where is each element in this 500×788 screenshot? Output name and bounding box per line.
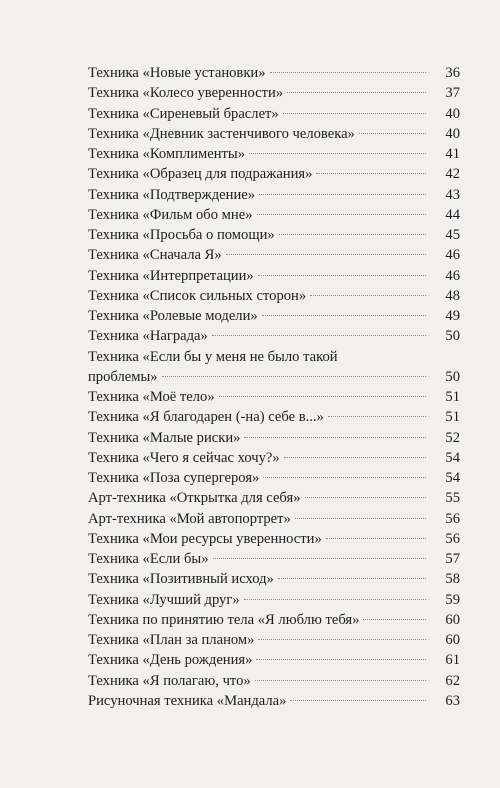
toc-entry-page: 60 [445, 632, 460, 648]
toc-entry [88, 347, 460, 367]
toc-entry [88, 549, 460, 569]
dot-leader [212, 335, 426, 336]
toc-entry-page: 48 [445, 287, 460, 304]
toc-entry-page: 59 [445, 591, 460, 608]
toc-entry [88, 407, 460, 427]
toc-entry-page: 56 [445, 510, 460, 527]
toc-entry-title: Техника «Фильм обо мне» [88, 206, 253, 223]
dot-leader [328, 416, 426, 417]
toc-entry-page: 49 [445, 308, 460, 324]
toc-entry-page: 55 [445, 490, 460, 507]
dot-leader [278, 578, 426, 579]
toc-entry [88, 488, 460, 508]
toc-entry [88, 326, 460, 346]
toc-entry-title: Техника «День рождения» [88, 652, 253, 669]
dot-leader [279, 234, 426, 235]
dot-leader [262, 315, 426, 316]
dot-leader [316, 173, 426, 174]
toc-entry-title: Техника «Чего я сейчас хочу?» [88, 449, 280, 466]
dot-leader [363, 619, 426, 620]
toc-entry-page: 63 [445, 692, 460, 709]
toc-entry [88, 630, 460, 650]
toc-entry [88, 286, 460, 306]
toc-entry-title: Техника «Сиреневый браслет» [88, 105, 279, 122]
toc-entry-page: 36 [445, 65, 460, 81]
dot-leader [162, 376, 426, 377]
toc-entry [88, 306, 460, 326]
toc-entry [88, 205, 460, 225]
toc-entry-title: Техника «Мои ресурсы уверенности» [88, 530, 322, 547]
dot-leader [290, 700, 426, 701]
dot-leader [249, 153, 426, 154]
dot-leader [244, 437, 426, 438]
toc-entry-title: Рисуночная техника «Мандала» [88, 692, 287, 709]
toc-entry-page: 40 [445, 105, 460, 122]
toc-entry-page: 51 [445, 389, 460, 405]
toc-entry [88, 387, 460, 407]
toc-entry-title: Техника «Подтверждение» [88, 186, 256, 203]
dot-leader [263, 477, 426, 478]
toc-entry-page: 52 [445, 429, 460, 446]
toc-entry-page: 62 [445, 672, 460, 689]
dot-leader [213, 558, 426, 559]
toc-entry-title: Техника «Ролевые модели» [88, 308, 258, 324]
toc-entry-title: Техника «Комплименты» [88, 146, 246, 162]
toc-entry-title: Техника «Образец для подражания» [88, 166, 313, 183]
toc-entry-title: Техника «Если бы» [88, 551, 209, 567]
toc-entry [88, 569, 460, 589]
dot-leader [256, 659, 426, 660]
toc-entry-page: 44 [445, 206, 460, 223]
toc-entry [88, 428, 460, 448]
toc-entry-title: проблемы» [88, 368, 158, 385]
toc-entry-title: Техника «Новые установки» [88, 65, 266, 81]
toc-entry-page: 51 [445, 409, 460, 426]
toc-entry-title: Техника «Сначала Я» [88, 247, 222, 264]
dot-leader [284, 457, 426, 458]
dot-leader [270, 72, 426, 73]
dot-leader [326, 538, 426, 539]
toc-entry-page: 54 [445, 449, 460, 466]
toc-entry [88, 245, 460, 265]
dot-leader [244, 599, 426, 600]
toc-entry-title: Техника «Список сильных сторон» [88, 287, 307, 304]
toc-entry-page: 37 [445, 85, 460, 102]
dot-leader [257, 214, 427, 215]
dot-leader [258, 639, 426, 640]
toc-entry-title: Техника «Моё тело» [88, 389, 215, 405]
toc-entry-page: 42 [445, 166, 460, 183]
toc-entry [88, 468, 460, 488]
toc-entry [88, 590, 460, 610]
toc-entry-title: Техника «Позитивный исход» [88, 571, 274, 588]
dot-leader [295, 518, 426, 519]
toc-entry-page: 54 [445, 470, 460, 486]
toc-entry [88, 144, 460, 164]
toc-entry-title: Техника по принятию тела «Я люблю тебя» [88, 611, 360, 628]
toc-entry-page: 50 [445, 328, 460, 345]
dot-leader [219, 396, 426, 397]
dot-leader [305, 497, 426, 498]
toc-entry [88, 671, 460, 691]
toc-entry [88, 124, 460, 144]
toc-entry-title: Арт-техника «Мой автопортрет» [88, 510, 291, 527]
toc-entry-title: Техника «Я благодарен (-на) себе в...» [88, 409, 324, 426]
dot-leader [258, 275, 426, 276]
toc-entry-title: Техника «Я полагаю, что» [88, 672, 251, 689]
toc-entry-page: 46 [445, 247, 460, 264]
toc-entry [88, 448, 460, 468]
toc-entry-continuation [88, 367, 460, 387]
toc-entry-title: Техника «Колесо уверенности» [88, 85, 284, 102]
dot-leader [226, 254, 426, 255]
toc-entry-page: 61 [445, 652, 460, 669]
toc-entry [88, 83, 460, 103]
toc-entry-page: 43 [445, 186, 460, 203]
toc-entry [88, 691, 460, 711]
toc-entry-page: 45 [445, 227, 460, 243]
dot-leader [255, 680, 426, 681]
toc-entry [88, 610, 460, 630]
toc-entry-page: 57 [445, 551, 460, 567]
toc-entry-page: 40 [445, 125, 460, 142]
toc-entry [88, 164, 460, 184]
toc-entry [88, 104, 460, 124]
toc-entry-title: Техника «Лучший друг» [88, 591, 240, 608]
toc-entry [88, 650, 460, 670]
toc-entry-title: Техника «Просьба о помощи» [88, 227, 275, 243]
toc-entry [88, 63, 460, 83]
toc-entry-page: 50 [445, 368, 460, 385]
toc-entry [88, 529, 460, 549]
dot-leader [283, 113, 426, 114]
toc-entry-title: Техника «Малые риски» [88, 429, 241, 446]
dot-leader [310, 295, 426, 296]
toc-entry-page: 60 [445, 611, 460, 628]
toc-entry-title: Техника «Интерпретации» [88, 267, 254, 284]
toc-entry-title: Техника «Если бы у меня не было такой [88, 348, 338, 365]
toc-entry-title: Техника «Дневник застенчивого человека» [88, 125, 355, 142]
toc-entry-page: 58 [445, 571, 460, 588]
toc-entry [88, 509, 460, 529]
table-of-contents [88, 63, 460, 711]
toc-entry-page: 46 [445, 267, 460, 284]
toc-entry-page: 56 [445, 530, 460, 547]
toc-entry-title: Техника «Поза супергероя» [88, 470, 260, 486]
dot-leader [359, 133, 426, 134]
toc-entry [88, 185, 460, 205]
dot-leader [287, 92, 426, 93]
toc-entry [88, 266, 460, 286]
toc-entry-title: Техника «Награда» [88, 328, 208, 345]
toc-entry [88, 225, 460, 245]
toc-entry-page: 41 [445, 146, 460, 162]
toc-entry-title: Арт-техника «Открытка для себя» [88, 490, 301, 507]
toc-entry-title: Техника «План за планом» [88, 632, 255, 648]
dot-leader [259, 194, 426, 195]
